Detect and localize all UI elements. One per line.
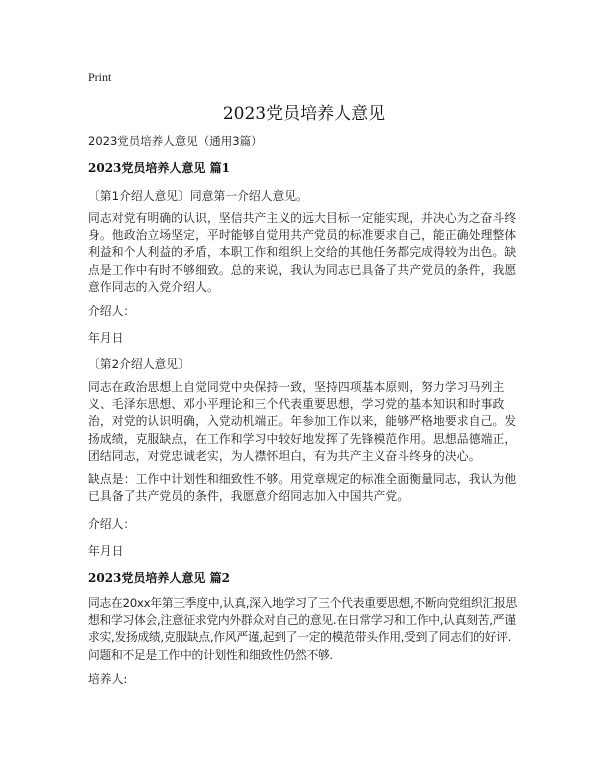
section-2-text: 同志在20xx年第三季度中,认真,深入地学习了三个代表重要思想,不断向党组织汇报思想和学习体会,注意征求党内外群众对自己的意见.在日常学习和工作中,认真刻苦,严谨求实,发扬成绩,克服缺点,作风严谨,起到了一定的模范带头作用,受到了同志们的好评.问题和不足是工作中的计划性和细致性仍然不够. — [88, 596, 518, 662]
opinion-2-text: 同志在政治思想上自觉同党中央保持一致，坚持四项基本原则，努力学习马列主义、毛泽东思想、邓小平理论和三个代表重要思想，学习党的基本知识和时事政治，对党的认识明确，入党动机端正。年参加工作以来，能够严格地要求自己。发扬成绩，克服缺点，在工作和学习中较好地发挥了先锋模范作用。思想品德端正，团结同志，对党忠诚老实，为人襟怀坦白，有为共产主义奋斗终身的决心。 — [88, 380, 517, 463]
shortcoming-text: 缺点是：工作中计划性和细致性不够。用党章规定的标准全面衡量同志，我认为他已具备了共产党员的条件，我愿意介绍同志加入中国共产党。 — [88, 472, 517, 504]
document-subtitle: 2023党员培养人意见（通用3篇） — [88, 134, 263, 148]
introducer-1-label: 介绍人： — [88, 304, 136, 318]
date-2-label: 年月日 — [88, 544, 124, 558]
section-heading-1: 2023党员培养人意见 篇1 — [88, 161, 230, 175]
trainer-label: 培养人: — [88, 672, 128, 686]
page-title: 2023党员培养人意见 — [222, 104, 386, 124]
introducer-2-label: 介绍人： — [88, 517, 136, 531]
opinion-2-label: 〔第2介绍人意见〕 — [88, 357, 190, 371]
opinion-1-text: 同志对党有明确的认识，坚信共产主义的远大目标一定能实现，并决心为之奋斗终身。他政治立场坚定，平时能够自觉用共产党员的标准要求自己，能正确处理整体利益和个人利益的矛盾，本职工作和组织上交给的其他任务都完成得较为出色。缺点是工作中有时不够细致。总的来说，我认为同志已具备了共产党员的条件，我愿意作同志的入党介绍人。 — [88, 211, 517, 294]
opinion-1-label: 〔第1介绍人意见〕同意第一介绍人意见。 — [88, 189, 308, 203]
section-heading-2: 2023党员培养人意见 篇2 — [88, 571, 230, 585]
date-1-label: 年月日 — [88, 331, 124, 345]
print-label[interactable]: Print — [88, 70, 112, 84]
